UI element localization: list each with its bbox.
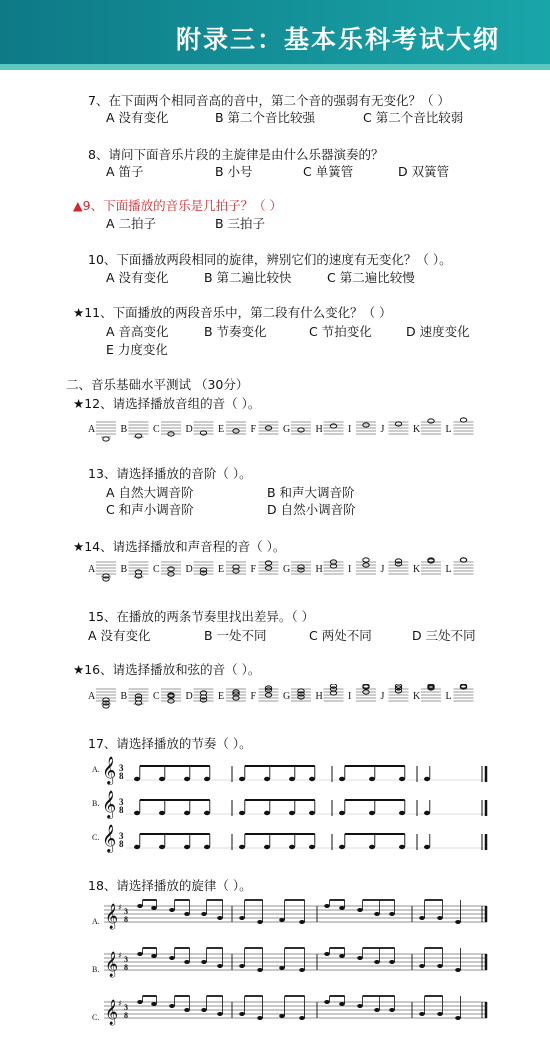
note-head	[239, 916, 245, 920]
note-head	[184, 912, 190, 916]
note-head	[309, 777, 315, 781]
time-signature: 8	[119, 771, 124, 781]
note-head	[184, 845, 190, 849]
q15-option-b[interactable]: B 一处不同	[204, 628, 267, 643]
note-head	[395, 422, 401, 426]
note-head	[460, 418, 466, 422]
note-head	[217, 964, 223, 968]
q11-option-b[interactable]: B 节奏变化	[204, 324, 267, 339]
question-11: ★11、下面播放的两段音乐中，第二段有什么变化？（ ）	[73, 305, 392, 320]
note-head	[239, 811, 245, 815]
q10-option-b[interactable]: B 第二遍比较快	[204, 270, 292, 285]
note-head	[455, 920, 461, 924]
note-head	[289, 811, 295, 815]
note-head	[389, 960, 395, 964]
staff-choice-b	[121, 422, 149, 438]
staff-choice-b	[121, 562, 149, 578]
q7-option-c[interactable]: C 第二个音比较弱	[363, 110, 464, 125]
note-head	[357, 956, 363, 960]
note-head	[135, 434, 141, 438]
note-head	[279, 1014, 285, 1018]
note-head	[455, 968, 461, 972]
time-signature: 8	[119, 839, 124, 849]
note-head	[299, 968, 305, 972]
staff-choice-f	[251, 686, 279, 702]
note-head	[339, 906, 345, 910]
time-signature: 8	[124, 915, 128, 924]
staff-choice-letter: B	[120, 691, 128, 702]
note-head	[279, 918, 285, 922]
staff-choice-c	[153, 689, 181, 703]
time-signature: 8	[119, 805, 124, 815]
q8-option-b[interactable]: B 小号	[215, 164, 253, 179]
treble-clef-icon: 𝄞	[102, 824, 117, 852]
question-15: 15、在播放的两条节奏里找出差异。（ ）	[88, 609, 315, 624]
note-head	[324, 904, 330, 908]
note-head	[134, 811, 140, 815]
note-head	[135, 694, 141, 698]
staff-choice-h	[316, 684, 344, 702]
note-head	[257, 920, 263, 924]
note-head	[239, 1012, 245, 1016]
question-8: 8、请问下面音乐片段的主旋律是由什么乐器演奏的？	[88, 147, 384, 162]
staff-choice-letter: E	[218, 691, 225, 702]
staff-choice-letter: B	[120, 424, 128, 435]
note-head	[184, 960, 190, 964]
note-head	[239, 964, 245, 968]
note-head	[339, 811, 345, 815]
q16-staff-options[interactable]	[88, 684, 478, 710]
note-head	[201, 960, 207, 964]
note-head	[428, 419, 434, 423]
note-head	[265, 561, 271, 565]
staff-choice-c	[153, 422, 181, 436]
note-head	[264, 777, 270, 781]
staff-choice-h	[316, 560, 344, 575]
treble-clef-icon: 𝄞	[105, 1000, 119, 1025]
note-head	[298, 689, 304, 693]
q15-option-c[interactable]: C 两处不同	[309, 628, 372, 643]
note-head	[299, 920, 305, 924]
note-head	[137, 1000, 143, 1004]
note-head	[184, 811, 190, 815]
note-head	[369, 811, 375, 815]
page-title: 附录三：基本乐科考试大纲	[175, 25, 500, 54]
note-head	[239, 845, 245, 849]
staff-choice-letter: K	[413, 691, 421, 702]
note-head	[324, 1000, 330, 1004]
staff-choice-letter: I	[348, 564, 352, 575]
note-head	[134, 777, 140, 781]
staff-choice-c	[153, 562, 181, 576]
q14-staff-options[interactable]	[88, 557, 478, 583]
staff-choice-letter: H	[315, 691, 323, 702]
q11-option-e[interactable]: E 力度变化	[106, 342, 168, 357]
note-head	[299, 1016, 305, 1020]
note-head	[460, 558, 466, 562]
time-signature: 3	[124, 907, 128, 916]
note-head	[289, 777, 295, 781]
note-head	[200, 431, 206, 435]
note-head	[339, 1002, 345, 1006]
note-head	[424, 777, 430, 781]
q11-option-c[interactable]: C 节拍变化	[309, 324, 372, 339]
q7-option-b[interactable]: B 第二个音比较强	[215, 110, 316, 125]
note-head	[264, 811, 270, 815]
note-head	[168, 567, 174, 571]
q8-option-d[interactable]: D 双簧管	[398, 164, 450, 179]
q15-option-d[interactable]: D 三处不同	[412, 628, 476, 643]
note-head	[395, 559, 401, 563]
note-head	[217, 916, 223, 920]
staff-choice-j	[381, 559, 409, 575]
melody-row-label: C.	[92, 1013, 100, 1022]
section-heading: 二、音乐基础水平测试 （30分）	[66, 377, 249, 392]
staff-choice-letter: F	[250, 564, 257, 575]
q9-option-b[interactable]: B 三拍子	[215, 216, 266, 231]
staff-choice-letter: G	[283, 691, 291, 702]
note-head	[239, 777, 245, 781]
note-head	[257, 1016, 263, 1020]
staff-choice-i	[348, 558, 376, 575]
note-head	[159, 811, 165, 815]
staff-choice-f	[251, 561, 279, 575]
staff-choice-letter: I	[348, 691, 352, 702]
q18-melody-options[interactable]	[92, 896, 502, 1044]
question-17: 17、请选择播放的节奏（ ）。	[88, 736, 252, 751]
question-9: ▲9、下面播放的音乐是几拍子？（ ）	[73, 198, 283, 213]
staff-choice-letter: C	[153, 691, 160, 702]
q11-option-d[interactable]: D 速度变化	[406, 324, 470, 339]
note-head	[419, 916, 425, 920]
note-head	[374, 960, 380, 964]
note-head	[330, 424, 336, 428]
q8-option-c[interactable]: C 单簧管	[303, 164, 354, 179]
staff-choice-letter: H	[315, 564, 323, 575]
staff-choice-h	[316, 422, 344, 435]
note-head	[324, 952, 330, 956]
staff-choice-g	[283, 689, 311, 702]
note-head	[169, 1004, 175, 1008]
note-head	[169, 956, 175, 960]
key-sharp-icon: ♯	[118, 951, 122, 960]
note-head	[103, 698, 109, 702]
q13-option-d[interactable]: D 自然小调音阶	[267, 502, 356, 517]
note-head	[201, 912, 207, 916]
note-head	[217, 1012, 223, 1016]
staff-choice-g	[283, 562, 311, 575]
staff-choice-j	[381, 422, 409, 435]
note-head	[159, 777, 165, 781]
question-13: 13、请选择播放的音阶（ ）。	[88, 466, 252, 481]
note-head	[437, 916, 443, 920]
staff-choice-i	[348, 684, 376, 702]
note-head	[419, 1012, 425, 1016]
staff-choice-letter: J	[380, 424, 385, 435]
q12-staff-options[interactable]	[88, 417, 478, 443]
staff-choice-b	[121, 689, 149, 705]
note-head	[103, 574, 109, 578]
note-head	[374, 1008, 380, 1012]
note-head	[184, 1008, 190, 1012]
staff-choice-letter: L	[445, 691, 452, 702]
q13-option-b[interactable]: B 和声大调音阶	[267, 485, 355, 500]
note-head	[298, 565, 304, 569]
note-head	[339, 954, 345, 958]
note-head	[389, 912, 395, 916]
time-signature: 3	[119, 831, 124, 841]
note-head	[363, 558, 369, 562]
note-head	[151, 906, 157, 910]
time-signature: 3	[119, 797, 124, 807]
q13-option-c[interactable]: C 和声小调音阶	[106, 502, 194, 517]
note-head	[339, 845, 345, 849]
melody-row-label: A.	[92, 917, 100, 926]
staff-choice-e	[218, 562, 246, 575]
key-sharp-icon: ♯	[118, 999, 122, 1008]
staff-choice-letter: D	[185, 691, 193, 702]
note-head	[389, 1008, 395, 1012]
note-head	[279, 966, 285, 970]
q15-option-a[interactable]: A 没有变化	[88, 628, 151, 643]
time-signature: 8	[124, 963, 128, 972]
treble-clef-icon: 𝄞	[102, 756, 117, 784]
treble-clef-icon: 𝄞	[105, 904, 119, 929]
treble-clef-icon: 𝄞	[105, 952, 119, 977]
note-head	[134, 845, 140, 849]
question-18: 18、请选择播放的旋律（ ）。	[88, 878, 252, 893]
staff-choice-letter: J	[380, 564, 385, 575]
question-14: ★14、请选择播放和声音程的音（ ）。	[73, 539, 286, 554]
note-head	[437, 1012, 443, 1016]
melody-row-label: B.	[92, 965, 100, 974]
note-head	[200, 568, 206, 572]
staff-choice-i	[348, 422, 376, 435]
note-head	[399, 845, 405, 849]
staff-choice-letter: I	[348, 424, 352, 435]
note-head	[298, 428, 304, 432]
note-head	[204, 811, 210, 815]
question-16: ★16、请选择播放和弦的音（ ）。	[73, 662, 261, 677]
staff-choice-g	[283, 422, 311, 435]
staff-choice-letter: A	[88, 564, 96, 575]
note-head	[264, 845, 270, 849]
note-head	[257, 968, 263, 972]
staff-choice-k	[413, 558, 441, 575]
time-signature: 3	[124, 1003, 128, 1012]
q8-option-a[interactable]: A 笛子	[106, 164, 144, 179]
rhythm-row-label: C.	[92, 833, 100, 842]
note-head	[151, 954, 157, 958]
staff-choice-letter: A	[88, 691, 96, 702]
staff-choice-j	[381, 684, 409, 702]
q17-rhythm-options[interactable]	[92, 752, 502, 854]
staff-choice-e	[218, 422, 246, 435]
staff-choice-f	[251, 422, 279, 435]
staff-choice-letter: F	[250, 424, 257, 435]
note-head	[137, 904, 143, 908]
note-head	[369, 777, 375, 781]
staff-choice-d	[186, 562, 214, 575]
note-head	[419, 964, 425, 968]
note-head	[204, 845, 210, 849]
staff-choice-letter: K	[413, 564, 421, 575]
note-head	[437, 964, 443, 968]
rhythm-row-label: B.	[92, 799, 100, 808]
q10-option-c[interactable]: C 第二遍比较慢	[327, 270, 415, 285]
time-signature: 3	[119, 763, 124, 773]
staff-choice-letter: H	[315, 424, 323, 435]
staff-choice-k	[413, 684, 441, 702]
note-head	[399, 811, 405, 815]
staff-choice-l	[446, 684, 474, 702]
q13-option-a[interactable]: A 自然大调音阶	[106, 485, 194, 500]
staff-choice-a	[88, 689, 116, 708]
staff-choice-letter: B	[120, 564, 128, 575]
note-head	[455, 1016, 461, 1020]
staff-choice-d	[186, 422, 214, 435]
staff-choice-d	[186, 689, 214, 702]
staff-choice-letter: G	[283, 564, 291, 575]
note-head	[309, 845, 315, 849]
note-head	[184, 777, 190, 781]
rhythm-row-label: A.	[92, 765, 100, 774]
note-head	[399, 777, 405, 781]
note-head	[357, 1004, 363, 1008]
note-head	[169, 908, 175, 912]
staff-choice-l	[446, 418, 474, 435]
q11-option-a[interactable]: A 音高变化	[106, 324, 169, 339]
staff-choice-a	[88, 422, 116, 441]
treble-clef-icon: 𝄞	[102, 790, 117, 818]
note-head	[369, 845, 375, 849]
staff-choice-letter: D	[185, 564, 193, 575]
staff-choice-letter: K	[413, 424, 421, 435]
staff-choice-letter: C	[153, 424, 160, 435]
q10-option-a[interactable]: A 没有变化	[106, 270, 169, 285]
note-head	[137, 952, 143, 956]
staff-choice-l	[446, 558, 474, 575]
note-head	[201, 1008, 207, 1012]
staff-choice-letter: D	[185, 424, 193, 435]
staff-choice-letter: F	[250, 691, 257, 702]
page-header	[0, 0, 550, 70]
staff-choice-e	[218, 689, 246, 702]
time-signature: 3	[124, 955, 128, 964]
staff-choice-letter: G	[283, 424, 291, 435]
note-head	[151, 1002, 157, 1006]
question-12: ★12、请选择播放音组的音（ ）。	[73, 396, 261, 411]
note-head	[339, 777, 345, 781]
staff-choice-letter: E	[218, 564, 225, 575]
note-head	[289, 845, 295, 849]
staff-choice-k	[413, 419, 441, 435]
question-10: 10、下面播放两段相同的旋律，辨别它们的速度有无变化？（ ）。	[88, 252, 452, 267]
note-head	[309, 811, 315, 815]
staff-choice-letter: J	[380, 691, 385, 702]
note-head	[330, 684, 336, 688]
note-head	[159, 845, 165, 849]
question-7: 7、在下面两个相同音高的音中，第二个音的强弱有无变化？（ ）	[88, 93, 450, 108]
note-head	[424, 845, 430, 849]
note-head	[424, 811, 430, 815]
staff-choice-letter: A	[88, 424, 96, 435]
q9-option-a[interactable]: A 二拍子	[106, 216, 157, 231]
q7-option-a[interactable]: A 没有变化	[106, 110, 169, 125]
note-head	[204, 777, 210, 781]
key-sharp-icon: ♯	[118, 903, 122, 912]
staff-choice-letter: E	[218, 424, 225, 435]
staff-choice-a	[88, 562, 116, 581]
staff-choice-letter: L	[445, 564, 452, 575]
note-head	[357, 908, 363, 912]
note-head	[374, 912, 380, 916]
staff-choice-letter: L	[445, 424, 452, 435]
time-signature: 8	[124, 1011, 128, 1020]
staff-choice-letter: C	[153, 564, 160, 575]
note-head	[103, 437, 109, 441]
